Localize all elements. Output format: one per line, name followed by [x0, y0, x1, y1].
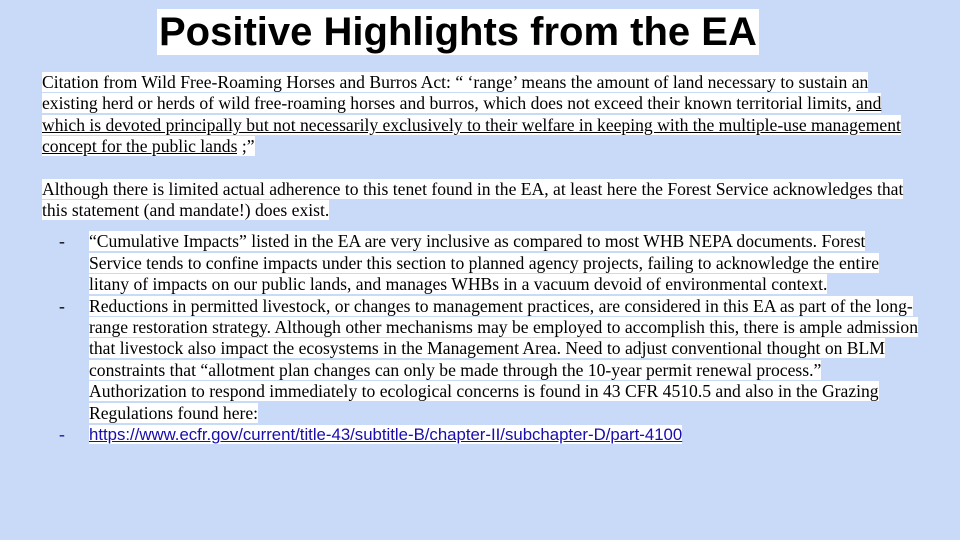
bullet-livestock-reductions	[42, 296, 922, 424]
citation-closing: ;”	[237, 136, 255, 157]
bullet-list	[42, 231, 922, 445]
slide-title: Positive Highlights from the EA	[159, 10, 757, 54]
citation-paragraph	[42, 72, 922, 158]
bullet-dash: -	[59, 424, 65, 445]
adherence-text: Although there is limited actual adherence to this tenet found in the EA, at least here the Forest Service acknowledges that this statement (and mandate!) does exist.	[42, 178, 904, 221]
citation-text: Citation from Wild Free-Roaming Horses and Burros Act: “ ‘range’ means the amount of land necessary to sustain an existing herd or herds of wild free-roaming horses and burros, which does not exceed their known territorial limits,	[42, 72, 869, 114]
bullet-text: “Cumulative Impacts” listed in the EA are very inclusive as compared to most WHB NEPA documents. Forest Service tends to confine impacts under this section to planned agency projects, failing to acknowledge the entire litany of impacts on our public lands, and manages WHBs in a vacuum devoid of environmental context.	[89, 231, 880, 295]
adherence-paragraph	[42, 179, 922, 222]
bullet-dash: -	[59, 231, 65, 252]
paragraph-gap	[42, 158, 922, 179]
bullet-ecfr-link	[42, 424, 922, 445]
ecfr-link[interactable]: https://www.ecfr.gov/current/title-43/subtitle-B/chapter-II/subchapter-D/part-4100	[89, 425, 683, 445]
citation-underlined-text: and which is devoted principally but not necessarily exclusively to their welfare in keeping with the multiple-use management concept for the public lands	[42, 93, 901, 157]
bullet-cumulative-impacts	[42, 231, 922, 295]
slide-body	[42, 72, 922, 446]
bullet-text: Reductions in permitted livestock, or changes to management practices, are considered in this EA as part of the long-range restoration strategy. Although other mechanisms may be employed to accomplish this, there is ample admission that livestock also impact the ecosystems in the Management Area. Need to adjust conventional thought on BLM constraints that “allotment plan changes can only be made through the 10-year permit renewal process.” Authorization to respond immediately to ecological concerns is found in 43 CFR 4510.5 and also in the Grazing Regulations found here:	[89, 295, 918, 423]
bullet-dash: -	[59, 295, 65, 316]
